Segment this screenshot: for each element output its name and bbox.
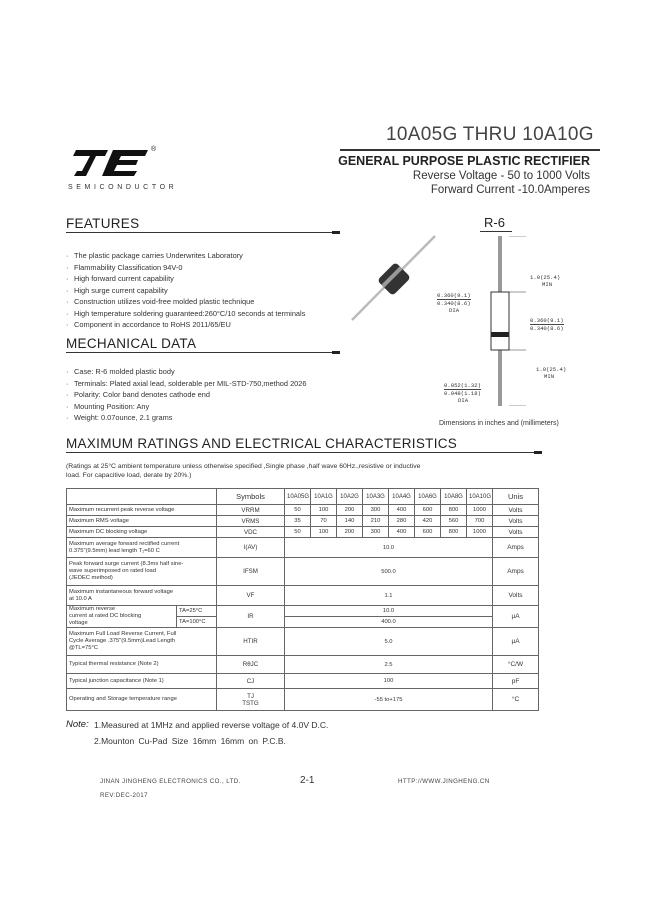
table-row: Maximum RMS voltage VRMS 35 70 140 210 280 420 560 700 Volts [67,516,539,527]
list-item: · High forward current capability [66,273,305,285]
footer-website: HTTP://WWW.JINGHENG.CN [398,778,490,785]
package-name: R-6 [484,215,505,230]
package-name-underline [480,231,512,232]
part-header: 10A1G [311,489,337,505]
ratings-rule-mark [534,451,542,454]
lead-diameter: 0.052(1.32) 0.048(1.18) DIA [444,382,481,404]
footer-page-number: 2-1 [300,775,315,786]
footer-revision: REV:DEC-2017 [100,792,148,799]
list-item: · Weight: 0.07ounce, 2.1 grams [66,412,307,424]
table-row: Peak forward surge current (8.3ms half sine- wave superimposed on rated load (JEDEC method) IFSM 500.0 Amps [67,558,539,586]
table-row: Operating and Storage temperature range TJ TSTG -55 to+175 °C [67,689,539,711]
ratings-conditions: (Ratings at 25°C ambient temperature unless otherwise specified ,Single phase ,half wave 60Hz.,resistive or inductive load. For capacitive load, derate by 20%.) [66,463,421,479]
symbols-header: Symbols [217,489,285,505]
ratings-rule [66,452,536,453]
features-rule-mark [332,231,340,234]
mechanical-list [66,366,307,424]
part-header: 10A10G [467,489,493,505]
table-row: Maximum instantaneous forward voltage at 10.0 A VF 1.1 Volts [67,586,539,606]
registered-mark: ® [151,146,157,153]
part-header: 10A8G [441,489,467,505]
company-tagline: SEMICONDUCTOR [68,184,178,191]
body-length: 0.360(9.1) 0.340(8.6) [530,317,564,332]
reverse-voltage-spec: Reverse Voltage - 50 to 1000 Volts [412,170,590,182]
table-row: Maximum recurrent peak reverse voltage VRRM 50 100 200 300 400 600 800 1000 Volts [67,505,539,516]
notes-label: Note: [66,719,89,730]
company-logo [68,146,156,180]
mechanical-rule-mark [332,351,340,354]
mechanical-rule [66,352,334,353]
table-row: Maximum Full Load Reverse Current, Full Cycle Average .375"(9.5mm)Lead Length @TL=75°C HTIR 5.0 µA [67,628,539,656]
product-type: GENERAL PURPOSE PLASTIC RECTIFIER [338,154,590,168]
list-item: · Flammability Classification 94V-0 [66,262,305,274]
list-item: · Construction utilizes void-free molded plastic technique [66,296,305,308]
body-diameter: 0.360(9.1) 0.340(8.6) DIA [437,292,471,314]
ratings-table [66,488,539,711]
list-item: · The plastic package carries Underwrites Laboratory [66,250,305,262]
part-header: 10A4G [389,489,415,505]
list-item: · Polarity: Color band denotes cathode end [66,389,307,401]
table-row: Typical thermal resistance (Note 2) RθJC 2.5 °C/W [67,656,539,674]
units-header: Unis [493,489,539,505]
list-item: · Component in accordance to RoHS 2011/65/EU [66,319,305,331]
table-row: Maximum average forward rectified current 0.375"(9.5mm) lead length T₁=60 C I(AV) 10.0 Amps [67,538,539,558]
features-rule [66,232,334,233]
list-item: · High surge current capability [66,285,305,297]
features-list [66,250,305,331]
mechanical-title: MECHANICAL DATA [66,336,197,351]
header-divider [340,149,600,151]
footer-company: JINAN JINGHENG ELECTRONICS CO., LTD. [100,778,241,785]
table-header-row [67,489,539,505]
list-item: · High temperature soldering guaranteed:260°C/10 seconds at terminals [66,308,305,320]
dimensions-note: Dimensions in inches and (millimeters) [439,420,559,427]
part-header: 10A05G [285,489,311,505]
part-header: 10A3G [363,489,389,505]
list-item: · Mounting Position: Any [66,401,307,413]
note-2: 2.Mounton Cu-Pad Size 16mm 16mm on P.C.B. [94,736,286,746]
lead-length-bottom: 1.0(25.4) MIN [536,366,567,380]
forward-current-spec: Forward Current -10.0Amperes [430,184,590,196]
lead-length-top: 1.0(25.4) MIN [530,274,561,288]
list-item: · Terminals: Plated axial lead, solderable per MIL-STD-750,method 2026 [66,378,307,390]
part-header: 10A2G [337,489,363,505]
diode-illustration [340,228,450,328]
table-row: Typical junction capacitance (Note 1) CJ 100 pF [67,674,539,689]
package-outline-drawing [470,236,530,406]
list-item: · Case: R-6 molded plastic body [66,366,307,378]
features-title: FEATURES [66,216,140,231]
part-title: 10A05G THRU 10A10G [386,124,594,145]
table-row: TA=100°C 400.0 [67,617,539,628]
part-header: 10A6G [415,489,441,505]
ratings-title: MAXIMUM RATINGS AND ELECTRICAL CHARACTERISTICS [66,436,458,451]
note-1: 1.Measured at 1MHz and applied reverse voltage of 4.0V D.C. [94,720,329,730]
table-row: Maximum DC blocking voltage VDC 50 100 200 300 400 600 800 1000 Volts [67,527,539,538]
table-row: Maximum reverse current at rated DC blocking voltage TA=25°C IR 10.0 µA [67,606,539,617]
desc-header [67,489,217,505]
